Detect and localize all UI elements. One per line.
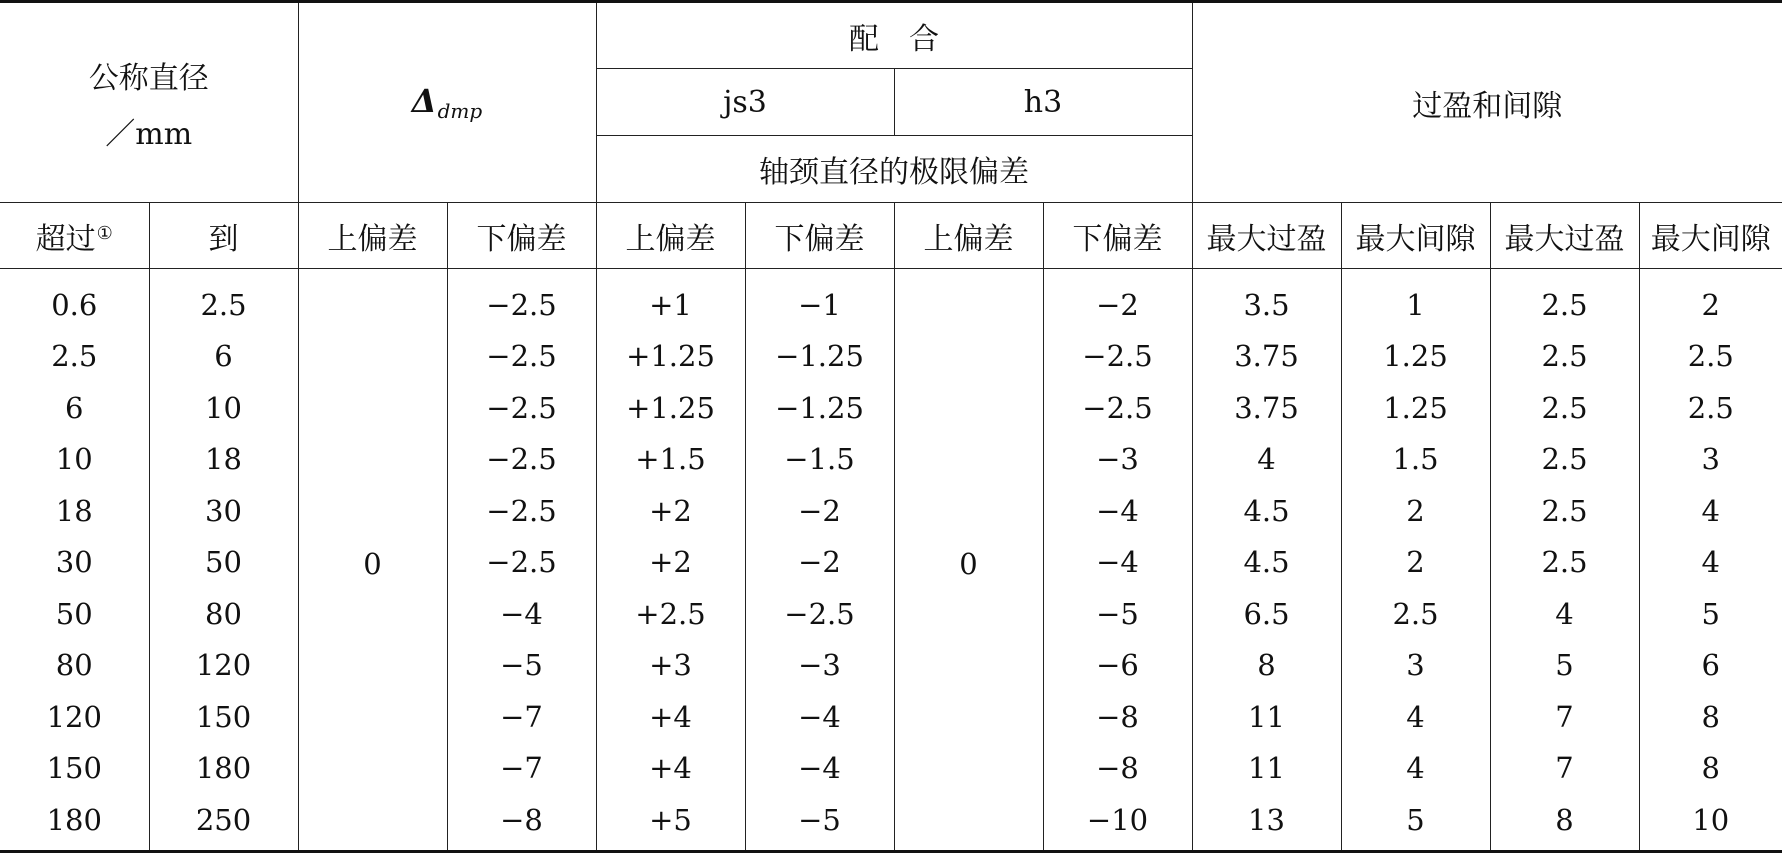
cell-over: 80 [55, 648, 93, 683]
header-over: 超过① [0, 203, 149, 269]
cell-js3-max-interference: 3.5 [1192, 269, 1341, 331]
cell-h3-lower: −10 [1043, 794, 1192, 851]
cell-js3-max-interference: 11 [1192, 691, 1341, 743]
cell-delta-lower: −2.5 [447, 269, 596, 331]
cell-delta-lower: −2.5 [447, 485, 596, 537]
cell-js3-max-clearance: 1.25 [1341, 331, 1490, 383]
header-lower-deviation-3: 下偏差 [1043, 203, 1192, 269]
table-row [0, 331, 1782, 383]
cell-js3-max-interference: 13 [1192, 794, 1341, 851]
delta-upper-deviation-merged: 0 [298, 269, 447, 852]
cell-js3-lower: −1 [745, 269, 894, 331]
cell-h3-max-interference: 2.5 [1490, 537, 1639, 589]
cell-over: 6 [65, 390, 84, 425]
table-body [0, 269, 1782, 852]
header-upper-deviation-2: 上偏差 [596, 203, 745, 269]
interference-clearance-label: 过盈和间隙 [1412, 88, 1563, 124]
cell-h3-max-interference: 2.5 [1490, 382, 1639, 434]
cell-js3-lower: −2.5 [745, 588, 894, 640]
cell-js3-upper: +2 [596, 537, 745, 589]
header-delta-dmp [298, 2, 596, 203]
cell-js3-max-interference: 3.75 [1192, 382, 1341, 434]
cell-h3-max-clearance: 6 [1639, 640, 1782, 692]
table-row [0, 269, 1782, 331]
cell-delta-lower: −4 [447, 588, 596, 640]
cell-to: 250 [149, 794, 298, 851]
header-interference-clearance [1192, 2, 1782, 203]
table-row [0, 691, 1782, 743]
cell-h3-lower: −8 [1043, 691, 1192, 743]
cell-h3-max-interference: 2.5 [1490, 434, 1639, 486]
header-to: 到 [149, 203, 298, 269]
cell-js3-max-interference: 4 [1192, 434, 1341, 486]
cell-over: 30 [55, 545, 93, 580]
cell-js3-upper: +1.5 [596, 434, 745, 486]
cell-js3-max-clearance: 1.5 [1341, 434, 1490, 486]
cell-h3-max-interference: 7 [1490, 743, 1639, 795]
cell-js3-max-interference: 6.5 [1192, 588, 1341, 640]
cell-to: 150 [149, 691, 298, 743]
cell-js3-upper: +5 [596, 794, 745, 851]
cell-h3-max-interference: 2.5 [1490, 331, 1639, 383]
cell-to: 2.5 [149, 269, 298, 331]
cell-h3-max-interference: 4 [1490, 588, 1639, 640]
cell-h3-max-interference: 8 [1490, 794, 1639, 851]
cell-h3-lower: −6 [1043, 640, 1192, 692]
cell-delta-lower: −5 [447, 640, 596, 692]
cell-to: 80 [149, 588, 298, 640]
cell-to: 120 [149, 640, 298, 692]
cell-h3-lower: −3 [1043, 434, 1192, 486]
cell-js3-max-interference: 3.75 [1192, 331, 1341, 383]
cell-delta-lower: −2.5 [447, 331, 596, 383]
cell-js3-max-interference: 4.5 [1192, 485, 1341, 537]
cell-over: 10 [55, 442, 93, 477]
header-h3: h3 [894, 69, 1192, 136]
cell-h3-lower: −4 [1043, 485, 1192, 537]
cell-js3-max-clearance: 2.5 [1341, 588, 1490, 640]
cell-over: 120 [46, 699, 102, 734]
table-row [0, 537, 1782, 589]
header-js3: js3 [596, 69, 894, 136]
cell-js3-lower: −4 [745, 691, 894, 743]
cell-js3-lower: −1.25 [745, 331, 894, 383]
table-row [0, 640, 1782, 692]
cell-delta-lower: −8 [447, 794, 596, 851]
cell-h3-max-clearance: 8 [1639, 691, 1782, 743]
cell-js3-max-clearance: 4 [1341, 743, 1490, 795]
cell-js3-max-clearance: 2 [1341, 537, 1490, 589]
delta-symbol: $\Delta_{dmp}$ [411, 82, 483, 123]
header-journal-limit-deviation: 轴颈直径的极限偏差 [596, 136, 1192, 203]
cell-js3-upper: +1.25 [596, 382, 745, 434]
cell-h3-max-clearance: 3 [1639, 434, 1782, 486]
cell-js3-lower: −1.5 [745, 434, 894, 486]
cell-js3-lower: −2 [745, 537, 894, 589]
cell-h3-max-clearance: 4 [1639, 537, 1782, 589]
cell-js3-max-clearance: 3 [1341, 640, 1490, 692]
cell-h3-max-interference: 5 [1490, 640, 1639, 692]
header-max-interference-1: 最大过盈 [1192, 203, 1341, 269]
header-lower-deviation-1: 下偏差 [447, 203, 596, 269]
cell-over: 50 [55, 596, 93, 631]
cell-delta-lower: −7 [447, 743, 596, 795]
cell-js3-lower: −3 [745, 640, 894, 692]
cell-h3-max-clearance: 4 [1639, 485, 1782, 537]
cell-h3-lower: −5 [1043, 588, 1192, 640]
header-lower-deviation-2: 下偏差 [745, 203, 894, 269]
cell-h3-max-clearance: 5 [1639, 588, 1782, 640]
cell-delta-lower: −2.5 [447, 537, 596, 589]
cell-js3-upper: +4 [596, 743, 745, 795]
cell-js3-max-clearance: 1 [1341, 269, 1490, 331]
cell-js3-max-interference: 8 [1192, 640, 1341, 692]
cell-js3-lower: −1.25 [745, 382, 894, 434]
cell-js3-max-clearance: 2 [1341, 485, 1490, 537]
header-max-interference-2: 最大过盈 [1490, 203, 1639, 269]
cell-js3-max-clearance: 4 [1341, 691, 1490, 743]
cell-h3-max-interference: 7 [1490, 691, 1639, 743]
cell-js3-lower: −2 [745, 485, 894, 537]
cell-over: 2.5 [51, 339, 98, 374]
cell-h3-lower: −4 [1043, 537, 1192, 589]
cell-over: 180 [0, 794, 149, 851]
cell-to: 10 [149, 382, 298, 434]
cell-js3-upper: +1 [596, 269, 745, 331]
cell-to: 6 [149, 331, 298, 383]
nominal-diameter-label: 公称直径 [88, 60, 209, 96]
cell-h3-max-clearance: 2 [1639, 269, 1782, 331]
header-upper-deviation-1: 上偏差 [298, 203, 447, 269]
cell-h3-lower: −8 [1043, 743, 1192, 795]
cell-js3-max-clearance: 5 [1341, 794, 1490, 851]
cell-delta-lower: −7 [447, 691, 596, 743]
cell-delta-lower: −2.5 [447, 434, 596, 486]
cell-to: 30 [149, 485, 298, 537]
cell-to: 18 [149, 434, 298, 486]
cell-over: 150 [46, 751, 102, 786]
cell-over: 0.6 [51, 287, 98, 322]
header-fit [596, 2, 1192, 69]
fit-label: 配 合 [849, 21, 939, 57]
cell-h3-max-interference: 2.5 [1490, 269, 1639, 331]
cell-js3-max-clearance: 1.25 [1341, 382, 1490, 434]
cell-js3-upper: +2 [596, 485, 745, 537]
cell-h3-max-clearance: 8 [1639, 743, 1782, 795]
table-row [0, 588, 1782, 640]
header-upper-deviation-3: 上偏差 [894, 203, 1043, 269]
cell-h3-max-interference: 2.5 [1490, 485, 1639, 537]
cell-h3-max-clearance: 10 [1639, 794, 1782, 851]
cell-over: 18 [55, 493, 93, 528]
cell-h3-max-clearance: 2.5 [1639, 382, 1782, 434]
header-nominal-diameter [0, 2, 298, 203]
delta-subscript: dmp [437, 99, 483, 123]
cell-js3-lower: −5 [745, 794, 894, 851]
unit-label: ／mm [105, 116, 193, 152]
cell-to: 180 [149, 743, 298, 795]
cell-h3-lower: −2.5 [1043, 382, 1192, 434]
footnote-mark: ① [96, 222, 113, 244]
table-row [0, 743, 1782, 795]
cell-js3-upper: +1.25 [596, 331, 745, 383]
cell-h3-lower: −2 [1043, 269, 1192, 331]
cell-js3-upper: +4 [596, 691, 745, 743]
h3-upper-deviation-merged: 0 [894, 269, 1043, 852]
table-row [0, 382, 1782, 434]
table-header [0, 2, 1782, 269]
cell-delta-lower: −2.5 [447, 382, 596, 434]
cell-h3-lower: −2.5 [1043, 331, 1192, 383]
cell-js3-upper: +2.5 [596, 588, 745, 640]
table-row [0, 434, 1782, 486]
cell-to: 50 [149, 537, 298, 589]
cell-js3-upper: +3 [596, 640, 745, 692]
cell-js3-max-interference: 11 [1192, 743, 1341, 795]
table-row [0, 485, 1782, 537]
table-row [0, 794, 1782, 851]
header-max-clearance-2: 最大间隙 [1639, 203, 1782, 269]
cell-js3-max-interference: 4.5 [1192, 537, 1341, 589]
header-max-clearance-1: 最大间隙 [1341, 203, 1490, 269]
cell-js3-lower: −4 [745, 743, 894, 795]
cell-h3-max-clearance: 2.5 [1639, 331, 1782, 383]
